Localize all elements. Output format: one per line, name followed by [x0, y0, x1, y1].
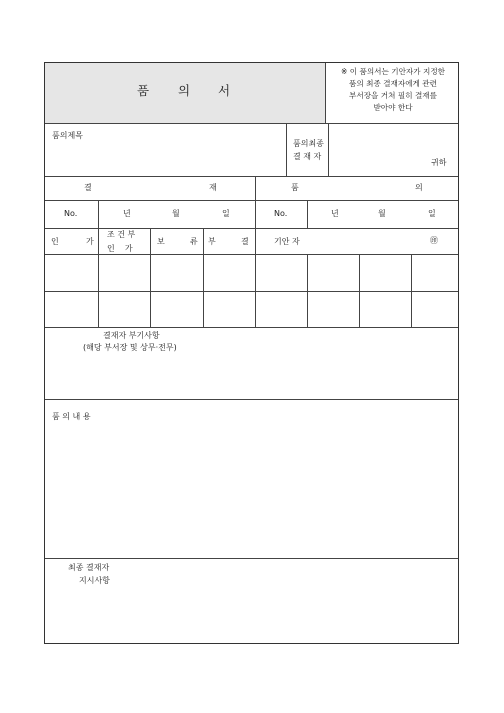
form-title-char-3: 서 [218, 83, 231, 98]
note-line-4: 받아야 한다 [373, 103, 413, 112]
form-title-char-1: 품 [137, 83, 150, 98]
right-year-label: 년 [331, 209, 339, 218]
final-instructions-title: 최종 결재자 [68, 563, 110, 572]
status-gyeol: 결 [241, 237, 249, 246]
left-year-label: 년 [123, 209, 131, 218]
subject-label: 품의제목 [52, 131, 83, 140]
final-approver-label-2: 결 재 자 [293, 152, 322, 161]
left-no-label: No. [64, 209, 78, 218]
content-label: 품 의 내 용 [52, 412, 91, 421]
seal-mark: ㊞ [430, 236, 438, 245]
honorific-label: 귀하 [431, 158, 447, 167]
status-ryu: 류 [190, 237, 198, 246]
note-line-1: ※ 이 품의서는 기안자가 지정한 [340, 67, 446, 76]
final-instructions-subtitle: 지시사항 [79, 576, 110, 585]
header-note [326, 66, 460, 114]
status-bo: 보 [157, 237, 165, 246]
left-day-label: 일 [222, 209, 230, 218]
approval-request-form [44, 62, 459, 644]
note-line-3: 부서장을 거쳐 필히 결재를 [349, 91, 437, 100]
right-month-label: 월 [378, 209, 386, 218]
right-no-label: No. [274, 209, 288, 218]
final-approver-label-1: 품의최종 [293, 139, 324, 148]
approval-char-pum: 품 [291, 183, 299, 192]
form-title-char-2: 의 [178, 83, 191, 98]
approver-notes-scope: (해당 부서장 및 상무·전무) [83, 343, 177, 352]
status-in: 인 [51, 237, 59, 246]
right-day-label: 일 [428, 209, 436, 218]
left-month-label: 월 [172, 209, 180, 218]
approval-char-jae: 재 [209, 183, 217, 192]
note-line-2: 품의 최종 결재자에게 관련 [349, 79, 437, 88]
status-conditional-2: 인 가 [107, 244, 133, 253]
approver-notes-title: 결재자 부기사항 [103, 331, 160, 340]
status-bu: 부 [208, 237, 216, 246]
drafter-label: 기안 자 [274, 237, 300, 246]
approval-char-ui: 의 [415, 183, 423, 192]
approval-char-gyeol: 결 [84, 183, 92, 192]
status-ga: 가 [86, 237, 94, 246]
status-conditional-1: 조 건 부 [107, 230, 136, 239]
